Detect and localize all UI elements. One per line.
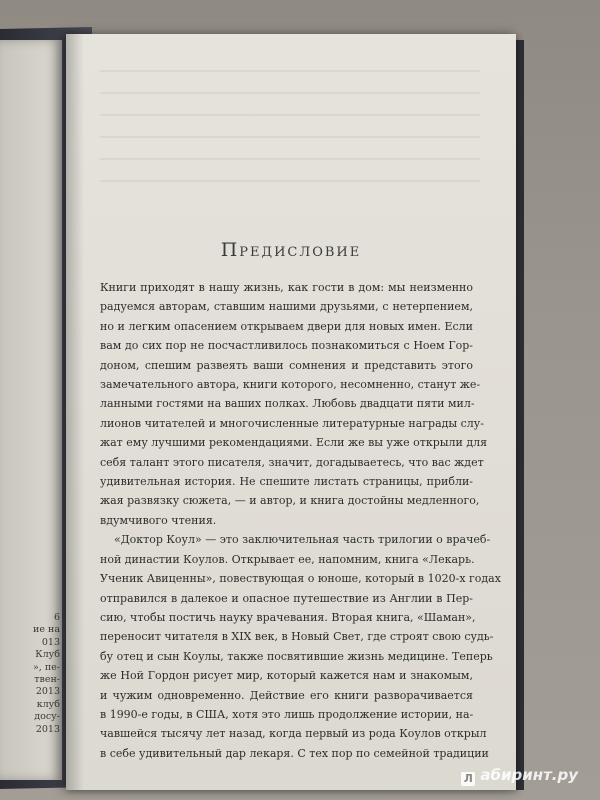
text-line: доном, спешим развеять ваши сомнения и представить этого xyxy=(100,358,473,372)
text-line: но и легким опасением открываем двери для новых имен. Если xyxy=(100,319,473,333)
text-line: сию, чтобы постичь науку врачевания. Вторая книга, «Шаман», xyxy=(100,610,476,624)
text-line: переносит читателя в XIX век, в Новый Свет, где строят свою судь- xyxy=(100,630,494,644)
watermark xyxy=(461,766,578,786)
text-line: Ученик Авиценны», повествующая о юноше, который в 1020-х годах xyxy=(100,572,501,586)
text-line: отправился в далекое и опасное путешествие из Англии в Пер- xyxy=(100,591,473,605)
text-line: же Ной Гордон рисует мир, который кажется нам и знакомым, xyxy=(100,669,473,683)
text-line: ной династии Коулов. Открывает ее, напомним, книга «Лекарь. xyxy=(100,552,475,566)
text-line: себя талант этого писателя, значит, догадываетесь, что вас ждет xyxy=(100,455,484,469)
labirint-logo-icon: Л xyxy=(461,772,475,786)
left-fragment: 2013 xyxy=(35,686,60,698)
left-fragment: досу- xyxy=(34,711,60,723)
left-fragment: 013 xyxy=(41,636,60,648)
text-line: и чужим одновременно. Действие его книги разворачивается xyxy=(100,688,473,702)
text-line: лионов читателей и многочисленные литературные награды слу- xyxy=(100,416,484,430)
text-line: бу отец и сын Коулы, также посвятившие жизнь медицине. Теперь xyxy=(100,649,493,663)
left-fragment: клуб xyxy=(36,698,60,710)
text-line: ланными гостями на ваших полках. Любовь двадцати пяти мил- xyxy=(100,397,475,411)
text-line: жат ему лучшими рекомендациями. Если же вы уже открыли для xyxy=(100,436,488,450)
text-line: вам до сих пор не посчастливилось познакомиться с Ноем Гор- xyxy=(100,339,473,353)
text-line: Книги приходят в нашу жизнь, как гости в дом: мы неизменно xyxy=(100,281,473,294)
left-fragment: », пе- xyxy=(32,661,60,673)
gutter-shadow xyxy=(66,34,84,790)
left-fragment: 2013 xyxy=(35,723,60,735)
text-line: в 1990-е годы, в США, хотя это лишь продолжение истории, на- xyxy=(100,707,474,721)
text-line: вдумчивого чтения. xyxy=(100,513,217,527)
left-fragment: Клуб xyxy=(35,649,60,661)
text-line: чавшейся тысячу лет назад, когда первый из рода Коулов открыл xyxy=(100,727,487,741)
left-fragment: ие на xyxy=(33,624,60,636)
text-line: в себе удивительный дар лекаря. С тех пор по семейной традиции xyxy=(100,746,489,760)
text-line: жая развязку сюжета, — и автор, и книга достойны медленного, xyxy=(100,494,480,508)
watermark-text: абиринт.ру xyxy=(480,766,578,784)
preface-body xyxy=(100,278,501,763)
left-fragment: 6 xyxy=(53,612,60,623)
page-title: Предисловие xyxy=(220,239,362,261)
text-line: удивительная история. Не спешите листать страницы, прибли- xyxy=(100,475,473,489)
book-cover-right-edge xyxy=(516,40,524,790)
show-through-text xyxy=(100,70,480,200)
text-line: «Доктор Коул» — это заключительная часть трилогии о врачеб- xyxy=(114,533,491,547)
text-line: замечательного автора, книги которого, несомненно, станут же- xyxy=(100,378,481,392)
left-page-fragments xyxy=(2,612,60,736)
left-fragment: твен- xyxy=(34,674,60,686)
text-line: радуемся авторам, ставшим нашими друзьями, с нетерпением, xyxy=(100,300,473,314)
left-page xyxy=(0,40,62,780)
